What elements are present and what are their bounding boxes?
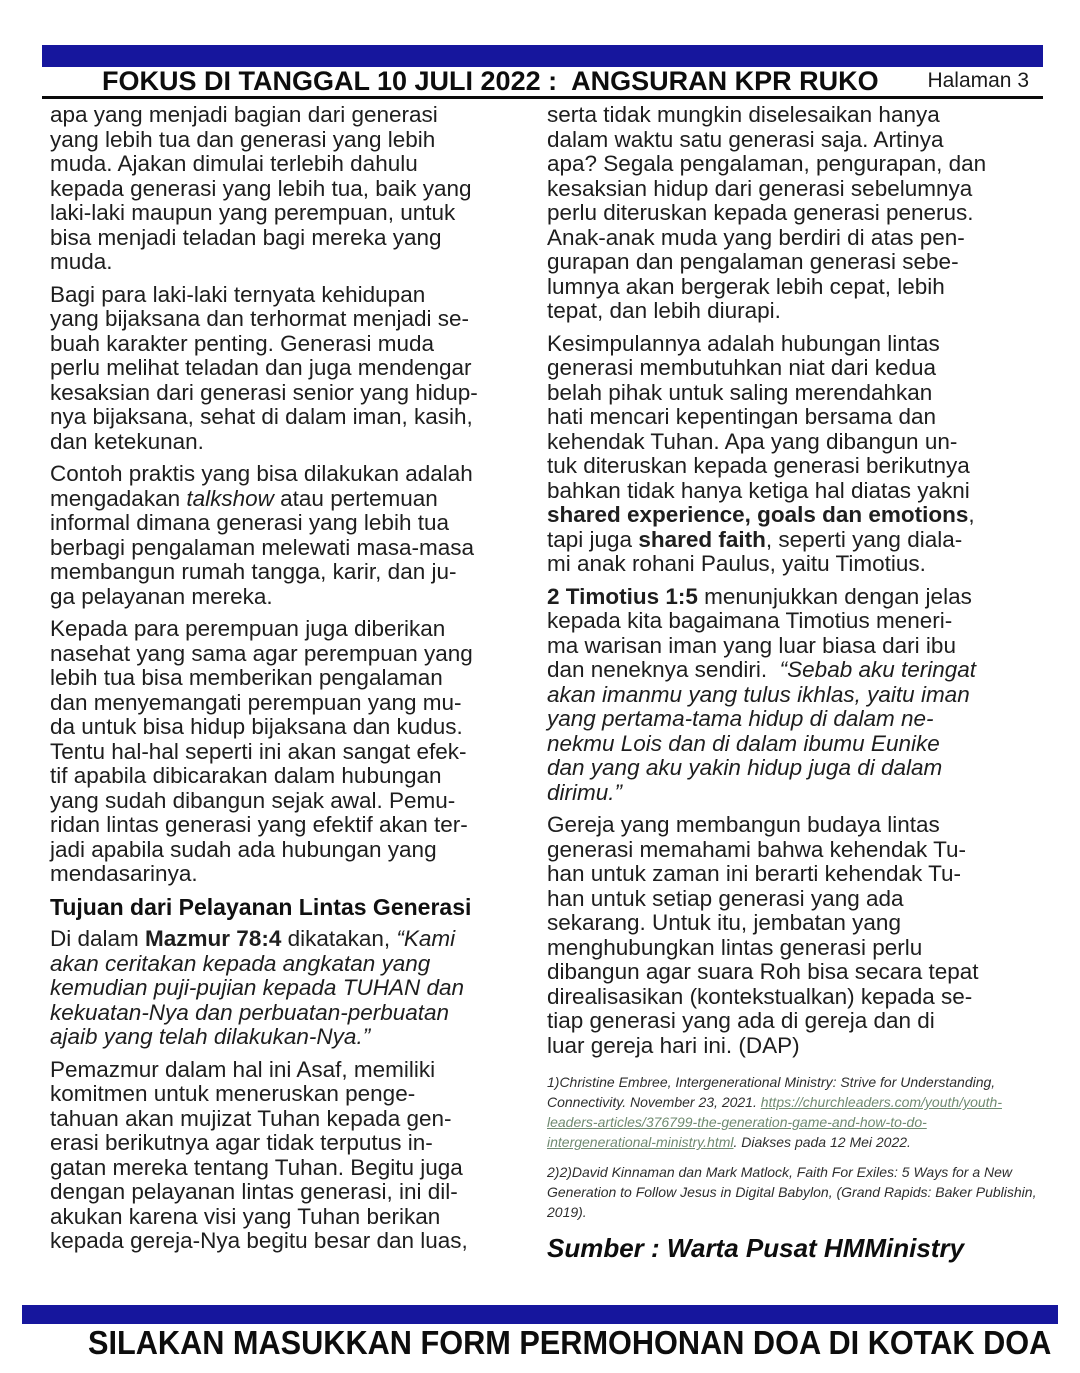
text-line [547,479,1038,504]
paragraph [547,813,1038,1058]
paragraph [547,103,1038,324]
text-segment: kepada generasi yang lebih tua, baik yang [50,175,472,201]
text-line [50,740,541,765]
text-line [547,838,1038,863]
text-segment: dan neneknya sendiri. [547,657,780,682]
text-line [547,609,1038,634]
text-line [50,307,541,332]
text-segment: Gereja yang membangun budaya lintas [547,812,940,837]
text-line [50,1082,541,1107]
text-line [50,1107,541,1132]
text-segment: talkshow [186,485,274,511]
text-segment: 2 Timotius 1:5 [547,583,698,609]
text-line [547,862,1038,887]
text-segment: shared faith [638,526,766,552]
source-attribution [547,1232,1038,1264]
header-accent-bar [42,45,1043,67]
text-segment: mengadakan [50,485,187,511]
text-segment: Generation to Follow Jesus in Digital Babylon, (Grand Rapids: Baker Publishin, [547,1184,1037,1200]
text-segment: . Diakses pada 12 Mei 2022. [733,1134,911,1150]
text-line [547,756,1038,781]
text-line [547,454,1038,479]
text-line [547,1112,1038,1132]
text-segment: tepat, dan lebih diurapi. [547,298,781,323]
paragraph [547,585,1038,806]
text-segment: Tujuan dari Pelayanan Lintas Generasi [50,893,472,920]
text-segment: buah karakter penting. Generasi muda [50,330,434,356]
text-line [50,250,541,275]
text-segment: belah pihak untuk saling merendahkan [547,379,933,405]
section-heading [50,895,541,920]
text-segment: informal dimana generasi yang lebih tua [50,510,449,535]
text-line [50,511,541,536]
text-segment: Kesimpulannya adalah hubungan lintas [547,330,940,356]
text-segment: Anak-anak muda yang berdiri di atas pen- [547,224,965,250]
text-line [50,201,541,226]
text-line [50,952,541,977]
text-segment: dan ketekunan. [50,428,204,454]
text-segment: ajaib yang telah dilakukan-Nya.” [50,1024,371,1049]
text-segment: apa yang menjadi bagian dari generasi [50,102,438,127]
paragraph [50,103,541,275]
text-line [547,936,1038,961]
text-segment: akan ceritakan kepada angkatan yang [50,950,431,976]
text-segment: “Sebab aku teringat [779,657,977,682]
text-line [50,1131,541,1156]
text-segment: tuk diteruskan kepada generasi berikutnya [547,453,970,478]
text-line [547,911,1038,936]
text-line [50,356,541,381]
text-line [50,764,541,789]
text-segment: han untuk zaman ini berarti kehendak Tu- [547,861,961,886]
text-segment: dan menyemangati perempuan yang mu- [50,689,462,715]
text-segment: hati mencari kepentingan bersama dan [547,404,936,429]
text-line [547,585,1038,610]
text-segment: da untuk bisa hidup bijaksana dan kudus. [50,714,463,739]
text-line [547,813,1038,838]
text-segment: berbagi pengalaman melewati masa-masa [50,534,474,560]
page-number: Halaman 3 [927,69,1029,92]
text-line [50,976,541,1001]
text-segment: menghubungkan lintas generasi perlu [547,934,923,960]
text-segment: perlu melihat teladan dan juga mendengar [50,355,472,380]
text-line [547,1182,1038,1202]
text-segment: kesaksian hidup dari generasi sebelumnya [547,175,973,201]
text-segment: Sumber : Warta Pusat HMMinistry [547,1233,965,1263]
text-line [50,715,541,740]
text-line [50,536,541,561]
text-segment: 1)Christine Embree, Intergenerational Ministry: Strive for Understanding, [547,1074,996,1090]
text-line [547,985,1038,1010]
text-line [50,226,541,251]
text-segment: sekarang. Untuk itu, jembatan yang [547,910,901,935]
footer-banner-text: SILAKAN MASUKKAN FORM PERMOHONAN DOA DI KOTAK DOA [88,1324,1052,1361]
text-line [547,1034,1038,1059]
text-line [50,585,541,610]
text-line [547,103,1038,128]
text-line [50,1205,541,1230]
text-segment: lumnya akan bergerak lebih cepat, lebih [547,273,945,299]
article-column-right [547,103,1038,1272]
text-segment: 2)2)David Kinnaman dan Mark Matlock, Faith For Exiles: 5 Ways for a New [547,1164,1013,1180]
text-segment: yang sudah dibangun sejak awal. Pemu- [50,787,456,813]
text-line [50,430,541,455]
text-line [547,299,1038,324]
text-line [50,103,541,128]
text-segment: menunjukkan dengan jelas [697,583,972,609]
footnote [547,1162,1038,1222]
header-rule [42,96,1043,99]
text-line [547,152,1038,177]
text-line [50,1180,541,1205]
text-line [50,838,541,863]
page-header [42,66,1043,96]
text-line [50,177,541,202]
text-line [547,683,1038,708]
paragraph [50,617,541,887]
text-segment: luar gereja hari ini. (DAP) [547,1032,800,1058]
text-line [547,250,1038,275]
text-line [547,1132,1038,1152]
text-line [547,552,1038,577]
text-segment: apa? Segala pengalaman, pengurapan, dan [547,151,987,176]
text-line [50,560,541,585]
text-line [547,781,1038,806]
text-segment: laki-laki maupun yang perempuan, untuk [50,200,456,225]
text-line [50,332,541,357]
text-segment: yang pertama-tama hidup di dalam ne- [547,706,934,731]
text-line [50,405,541,430]
text-segment: serta tidak mungkin diselesaikan hanya [547,102,940,127]
text-segment: tiap generasi yang ada di gereja dan di [547,1008,935,1033]
text-segment: atau pertemuan [273,485,438,511]
footnote-link[interactable]: intergenerational-ministry.html [547,1134,734,1150]
text-segment: kekuatan-Nya dan perbuatan-perbuatan [50,999,450,1025]
text-line [547,1202,1038,1222]
text-segment: ridan lintas generasi yang efektif akan ter- [50,812,468,837]
text-line [50,1229,541,1254]
text-segment: muda. [50,249,113,274]
text-line [50,895,541,920]
paragraph [50,927,541,1050]
text-segment: gatan mereka tentang Tuhan. Begitu juga [50,1154,463,1180]
text-line [50,691,541,716]
text-segment: Contoh praktis yang bisa dilakukan adalah [50,461,473,486]
text-segment: lebih tua bisa memberikan pengalaman [50,665,443,690]
text-line [50,152,541,177]
text-line [547,707,1038,732]
text-line [50,927,541,952]
text-segment: akan imanmu yang tulus ikhlas, yaitu iman [547,681,970,707]
text-segment: dalam waktu satu generasi saja. Artinya [547,126,944,152]
text-line [547,356,1038,381]
text-segment: yang lebih tua dan generasi yang lebih [50,126,436,152]
text-segment: tif apabila dibicarakan dalam hubungan [50,763,442,788]
text-segment: tapi juga [547,526,639,552]
article-body [50,103,1040,1272]
text-line [50,813,541,838]
text-segment: ma warisan iman yang luar biasa dari ibu [547,632,956,658]
text-line [50,789,541,814]
text-line [50,862,541,887]
text-segment: nekmu Lois dan di dalam ibumu Eunike [547,730,940,756]
paragraph [50,283,541,455]
text-segment: shared experience, goals dan emotions [547,502,969,527]
text-segment: nya bijaksana, sehat di dalam iman, kasih, [50,404,473,429]
page-title: FOKUS DI TANGGAL 10 JULI 2022 : ANGSURAN KPR RUKO [102,65,879,96]
text-segment: , seperti yang diala- [765,526,963,552]
text-segment: kepada kita bagaimana Timotius meneri- [547,608,953,633]
text-segment: dikatakan, [281,926,397,951]
text-segment: mi anak rohani Paulus, yaitu Timotius. [547,551,926,576]
text-line [547,658,1038,683]
text-line [50,1025,541,1050]
text-segment: generasi membutuhkan niat dari kedua [547,355,936,380]
text-segment: Kepada para perempuan juga diberikan [50,616,446,641]
text-segment: kehendak Tuhan. Apa yang dibangun un- [547,428,958,454]
text-line [50,487,541,512]
text-segment: kemudian puji-pujian kepada TUHAN dan [50,975,464,1000]
footnote-link[interactable]: leaders-articles/376799-the-generation-game-and-how-to-do- [547,1114,927,1130]
text-line [50,283,541,308]
text-line [50,1001,541,1026]
text-segment: komitmen untuk meneruskan penge- [50,1081,416,1106]
text-line [547,634,1038,659]
text-line [547,1162,1038,1182]
text-segment: “Kami [396,926,456,951]
text-segment: dengan pelayanan lintas generasi, ini dil- [50,1179,458,1204]
text-line [50,381,541,406]
text-line [50,666,541,691]
text-line [547,332,1038,357]
text-line [547,430,1038,455]
text-line [547,128,1038,153]
text-line [547,1092,1038,1112]
text-segment: han untuk setiap generasi yang ada [547,885,904,911]
text-line [547,405,1038,430]
footnote [547,1072,1038,1152]
paragraph [50,1058,541,1254]
text-segment: jadi apabila sudah ada hubungan yang [50,836,437,862]
text-segment: akukan karena visi yang Tuhan berikan [50,1203,441,1229]
text-line [547,275,1038,300]
text-segment: Bagi para laki-laki ternyata kehidupan [50,281,426,307]
text-line [547,887,1038,912]
footer-accent-bar [22,1305,1058,1324]
text-segment: mendasarinya. [50,861,198,886]
text-segment: perlu diteruskan kepada generasi penerus. [547,200,974,225]
text-line [547,1232,1038,1264]
article-column-left [50,103,541,1272]
text-segment: direalisasikan (kontekstualkan) kepada se- [547,983,973,1009]
text-segment: dibangun agar suara Roh bisa secara tepat [547,959,979,984]
text-segment: dan yang aku yakin hidup juga di dalam [547,755,943,780]
text-line [50,617,541,642]
text-segment: kesaksian dari generasi senior yang hidup- [50,379,478,405]
text-segment: kepada gereja-Nya begitu besar dan luas, [50,1228,468,1253]
paragraph [50,462,541,609]
text-segment: generasi memahami bahwa kehendak Tu- [547,836,966,862]
text-segment: Tentu hal-hal seperti ini akan sangat efek- [50,738,467,764]
text-line [50,128,541,153]
paragraph [547,332,1038,577]
text-segment: 2019). [547,1204,587,1220]
text-line [547,528,1038,553]
text-segment: muda. Ajakan dimulai terlebih dahulu [50,151,418,176]
text-segment: Pemazmur dalam hal ini Asaf, memiliki [50,1056,436,1082]
text-line [547,1072,1038,1092]
text-segment: dirimu.” [547,779,623,805]
text-line [547,381,1038,406]
text-line [547,1009,1038,1034]
text-segment: bisa menjadi teladan bagi mereka yang [50,224,442,250]
text-line [547,503,1038,528]
text-segment: gurapan dan pengalaman generasi sebe- [547,249,959,274]
text-segment: Connectivity. November 23, 2021. [547,1094,761,1110]
text-segment: ga pelayanan mereka. [50,583,273,609]
text-segment: nasehat yang sama agar perempuan yang [50,640,473,666]
text-segment: tahuan akan mujizat Tuhan kepada gen- [50,1105,452,1131]
text-line [547,201,1038,226]
text-line [547,226,1038,251]
footnote-link[interactable]: https://churchleaders.com/youth/youth- [760,1094,1002,1110]
text-segment: Di dalam [50,926,146,951]
text-segment: yang bijaksana dan terhormat menjadi se- [50,306,469,331]
text-segment: membangun rumah tangga, karir, dan ju- [50,559,457,584]
text-segment: erasi berikutnya agar tidak terputus in- [50,1130,433,1155]
text-line [50,1156,541,1181]
text-segment: bahkan tidak hanya ketiga hal diatas yakni [547,477,970,503]
text-line [547,732,1038,757]
text-line [547,177,1038,202]
text-line [547,960,1038,985]
text-segment: , [968,502,975,527]
text-segment: Mazmur 78:4 [145,926,282,951]
text-line [50,642,541,667]
text-line [50,1058,541,1083]
text-line [50,462,541,487]
